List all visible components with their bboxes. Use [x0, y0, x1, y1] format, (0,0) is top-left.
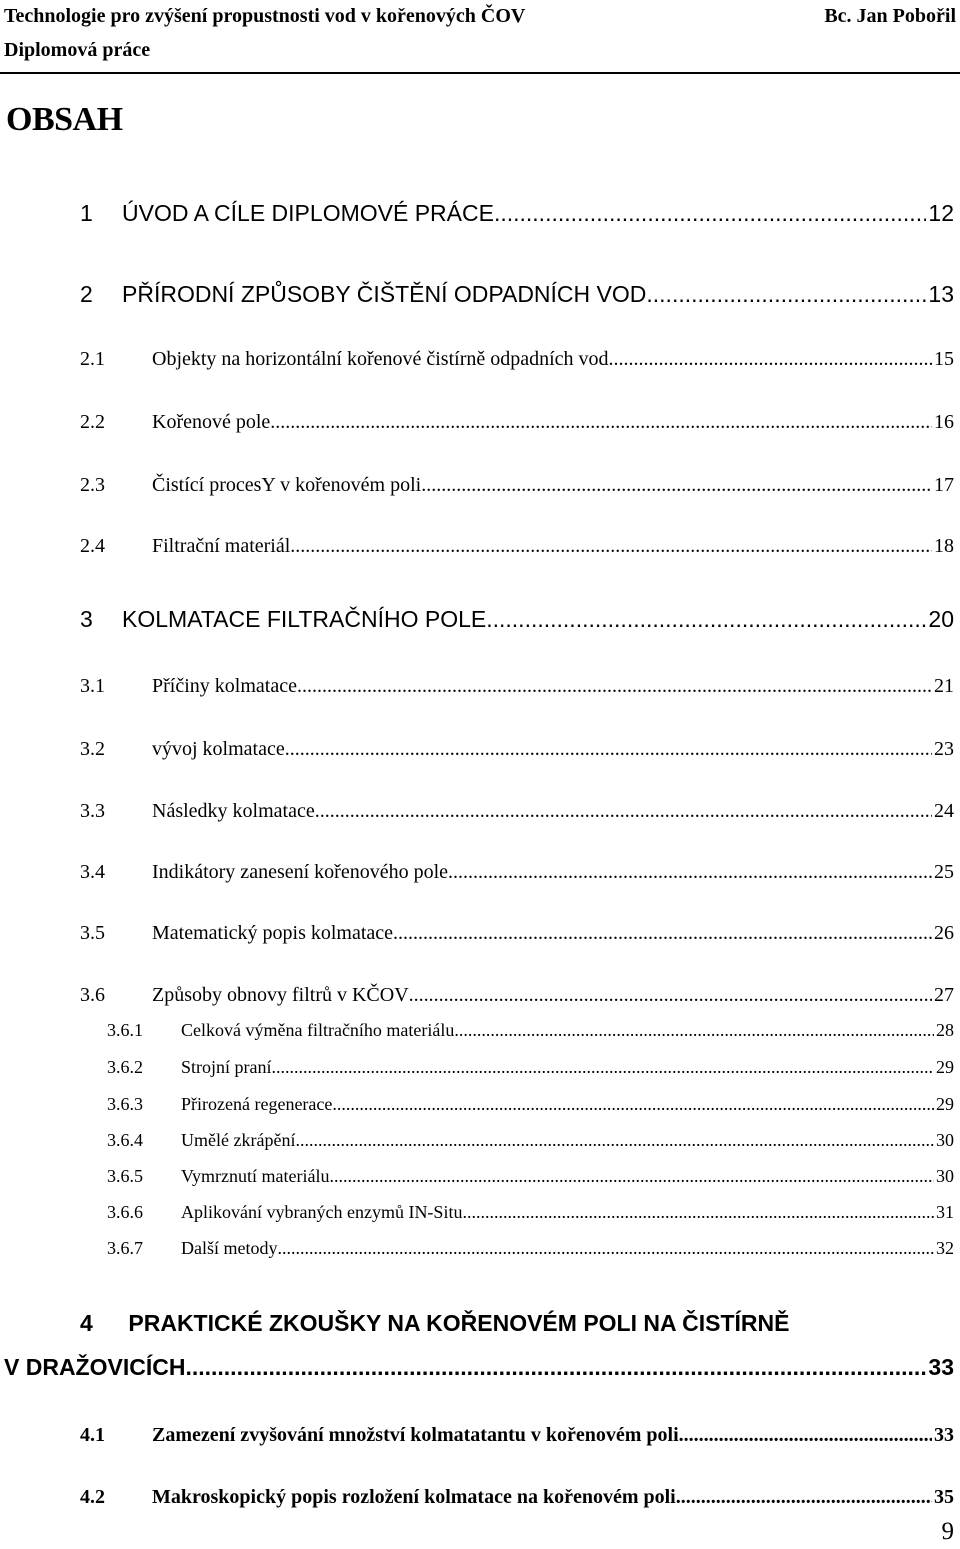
toc-entry-2[interactable] — [80, 281, 954, 308]
toc-number: 3.6.5 — [107, 1166, 143, 1186]
toc-number: 3.6.3 — [107, 1094, 143, 1114]
toc-text: ÚVOD A CÍLE DIPLOMOVÉ PRÁCE — [122, 200, 494, 226]
toc-text: Následky kolmatace — [152, 800, 315, 822]
toc-entry-2-2[interactable] — [80, 411, 954, 434]
toc-page: 26 — [934, 922, 954, 944]
toc-text: Umělé zkrápění — [181, 1130, 296, 1150]
toc-number: 3.6.2 — [107, 1057, 143, 1077]
toc-page: 24 — [934, 800, 954, 822]
toc-leader — [646, 281, 926, 308]
toc-number: 3.6 — [80, 984, 105, 1006]
toc-number: 3.6.6 — [107, 1202, 143, 1222]
toc-text: Celková výměna filtračního materiálu — [181, 1020, 455, 1040]
toc-text: Strojní praní — [181, 1057, 272, 1077]
toc-entry-3-6-7[interactable] — [107, 1238, 954, 1259]
toc-page: 33 — [934, 1424, 954, 1446]
toc-entry-3-3[interactable] — [80, 800, 954, 823]
toc-number: 2.3 — [80, 474, 105, 496]
toc-page: 32 — [936, 1238, 954, 1258]
toc-leader — [421, 474, 932, 497]
toc-entry-3-1[interactable] — [80, 675, 954, 698]
toc-leader — [454, 1020, 934, 1041]
toc-number: 3.4 — [80, 861, 105, 883]
toc-number: 2.4 — [80, 535, 105, 557]
page-title: OBSAH — [6, 101, 123, 138]
toc-text: Indikátory zanesení kořenového pole — [152, 861, 449, 883]
toc-text: vývoj kolmatace — [152, 738, 285, 760]
toc-number: 3.6.1 — [107, 1020, 143, 1040]
toc-entry-3-6-4[interactable] — [107, 1130, 954, 1151]
toc-page: 20 — [928, 606, 954, 632]
toc-leader — [393, 922, 932, 945]
toc-entry-3-6-6[interactable] — [107, 1202, 954, 1223]
toc-page: 35 — [934, 1486, 954, 1508]
header-subtitle: Diplomová práce — [4, 39, 151, 61]
toc-leader — [609, 348, 932, 371]
toc-entry-4[interactable] — [80, 1310, 789, 1337]
toc-entry-3-2[interactable] — [80, 738, 954, 761]
toc-entry-2-4[interactable] — [80, 535, 954, 558]
toc-entry-3[interactable] — [80, 606, 954, 633]
toc-number: 4.2 — [80, 1486, 105, 1508]
header-divider — [0, 72, 960, 74]
toc-page: 27 — [934, 984, 954, 1006]
toc-leader — [448, 861, 932, 884]
toc-leader — [185, 1354, 926, 1381]
toc-entry-3-5[interactable] — [80, 922, 954, 945]
toc-text: Příčiny kolmatace — [152, 675, 297, 697]
toc-number: 4 — [80, 1310, 93, 1336]
toc-leader — [290, 535, 932, 558]
toc-entry-3-6-2[interactable] — [107, 1057, 954, 1078]
toc-page: 21 — [934, 675, 954, 697]
toc-number: 3.6.7 — [107, 1238, 143, 1258]
toc-entry-4-continuation[interactable] — [4, 1354, 954, 1381]
toc-leader — [278, 1238, 935, 1259]
toc-number: 3.1 — [80, 675, 105, 697]
toc-number: 3.2 — [80, 738, 105, 760]
toc-text: KOLMATACE FILTRAČNÍHO POLE — [122, 606, 487, 632]
toc-page: 29 — [936, 1057, 954, 1077]
toc-entry-2-3[interactable] — [80, 474, 954, 497]
toc-text: PRAKTICKÉ ZKOUŠKY NA KOŘENOVÉM POLI NA ČISTÍRNĚ — [128, 1310, 790, 1336]
header-title: Technologie pro zvýšení propustnosti vod v kořenových ČOV — [4, 5, 526, 27]
toc-leader — [486, 606, 926, 633]
toc-leader — [315, 800, 932, 823]
toc-text: PŘÍRODNÍ ZPŮSOBY ČIŠTĚNÍ ODPADNÍCH VOD — [122, 281, 647, 307]
toc-text: Objekty na horizontální kořenové čistírně odpadních vod — [152, 348, 609, 370]
toc-page: 29 — [936, 1094, 954, 1114]
toc-page: 28 — [936, 1020, 954, 1040]
toc-leader — [272, 1057, 935, 1078]
toc-page: 23 — [934, 738, 954, 760]
toc-leader — [676, 1486, 932, 1509]
toc-text-continuation: V DRAŽOVICÍCH — [4, 1354, 186, 1380]
toc-text: Makroskopický popis rozložení kolmatace na kořenovém poli — [152, 1486, 676, 1508]
toc-leader — [295, 1130, 934, 1151]
toc-text: Čistící procesY v kořenovém poli — [152, 474, 422, 496]
toc-number: 3.5 — [80, 922, 105, 944]
toc-page: 33 — [928, 1354, 954, 1380]
toc-text: Matematický popis kolmatace — [152, 922, 394, 944]
toc-page: 31 — [936, 1202, 954, 1222]
toc-entry-4-2[interactable] — [80, 1486, 954, 1509]
toc-number: 1 — [80, 200, 93, 226]
toc-number: 2 — [80, 281, 93, 307]
toc-leader — [462, 1202, 934, 1223]
toc-entry-3-6-3[interactable] — [107, 1094, 954, 1115]
toc-page: 30 — [936, 1166, 954, 1186]
toc-leader — [270, 411, 932, 434]
toc-entry-3-6[interactable] — [80, 984, 954, 1007]
toc-leader — [494, 200, 926, 227]
toc-leader — [409, 984, 932, 1007]
toc-entry-1[interactable] — [80, 200, 954, 227]
toc-text: Způsoby obnovy filtrů v KČOV — [152, 984, 409, 1006]
toc-leader — [297, 675, 932, 698]
page-header — [0, 0, 960, 80]
toc-page: 18 — [934, 535, 954, 557]
toc-number: 3.6.4 — [107, 1130, 143, 1150]
toc-leader — [332, 1094, 934, 1115]
header-author: Bc. Jan Pobořil — [824, 5, 956, 27]
toc-page: 25 — [934, 861, 954, 883]
toc-number: 2.1 — [80, 348, 105, 370]
toc-number: 2.2 — [80, 411, 105, 433]
toc-page: 17 — [934, 474, 954, 496]
toc-leader — [679, 1424, 932, 1447]
toc-page: 30 — [936, 1130, 954, 1150]
toc-text: Kořenové pole — [152, 411, 271, 433]
toc-text: Přirozená regenerace — [181, 1094, 333, 1114]
toc-text: Další metody — [181, 1238, 278, 1258]
toc-entry-4-1[interactable] — [80, 1424, 954, 1447]
toc-text: Filtrační materiál — [152, 535, 291, 557]
toc-page: 12 — [928, 200, 954, 226]
toc-page: 16 — [934, 411, 954, 433]
toc-leader — [285, 738, 932, 761]
toc-leader — [329, 1166, 934, 1187]
toc-text: Aplikování vybraných enzymů IN-Situ — [181, 1202, 463, 1222]
toc-number: 4.1 — [80, 1424, 105, 1446]
toc-number: 3.3 — [80, 800, 105, 822]
toc-entry-3-6-1[interactable] — [107, 1020, 954, 1041]
toc-page: 15 — [934, 348, 954, 370]
toc-entry-2-1[interactable] — [80, 348, 954, 371]
toc-page: 13 — [928, 281, 954, 307]
toc-entry-3-6-5[interactable] — [107, 1166, 954, 1187]
page-number: 9 — [941, 1518, 954, 1545]
toc-text: Vymrznutí materiálu — [181, 1166, 330, 1186]
toc-number: 3 — [80, 606, 93, 632]
toc-entry-3-4[interactable] — [80, 861, 954, 884]
toc-text: Zamezení zvyšování množství kolmatatantu v kořenovém poli — [152, 1424, 679, 1446]
